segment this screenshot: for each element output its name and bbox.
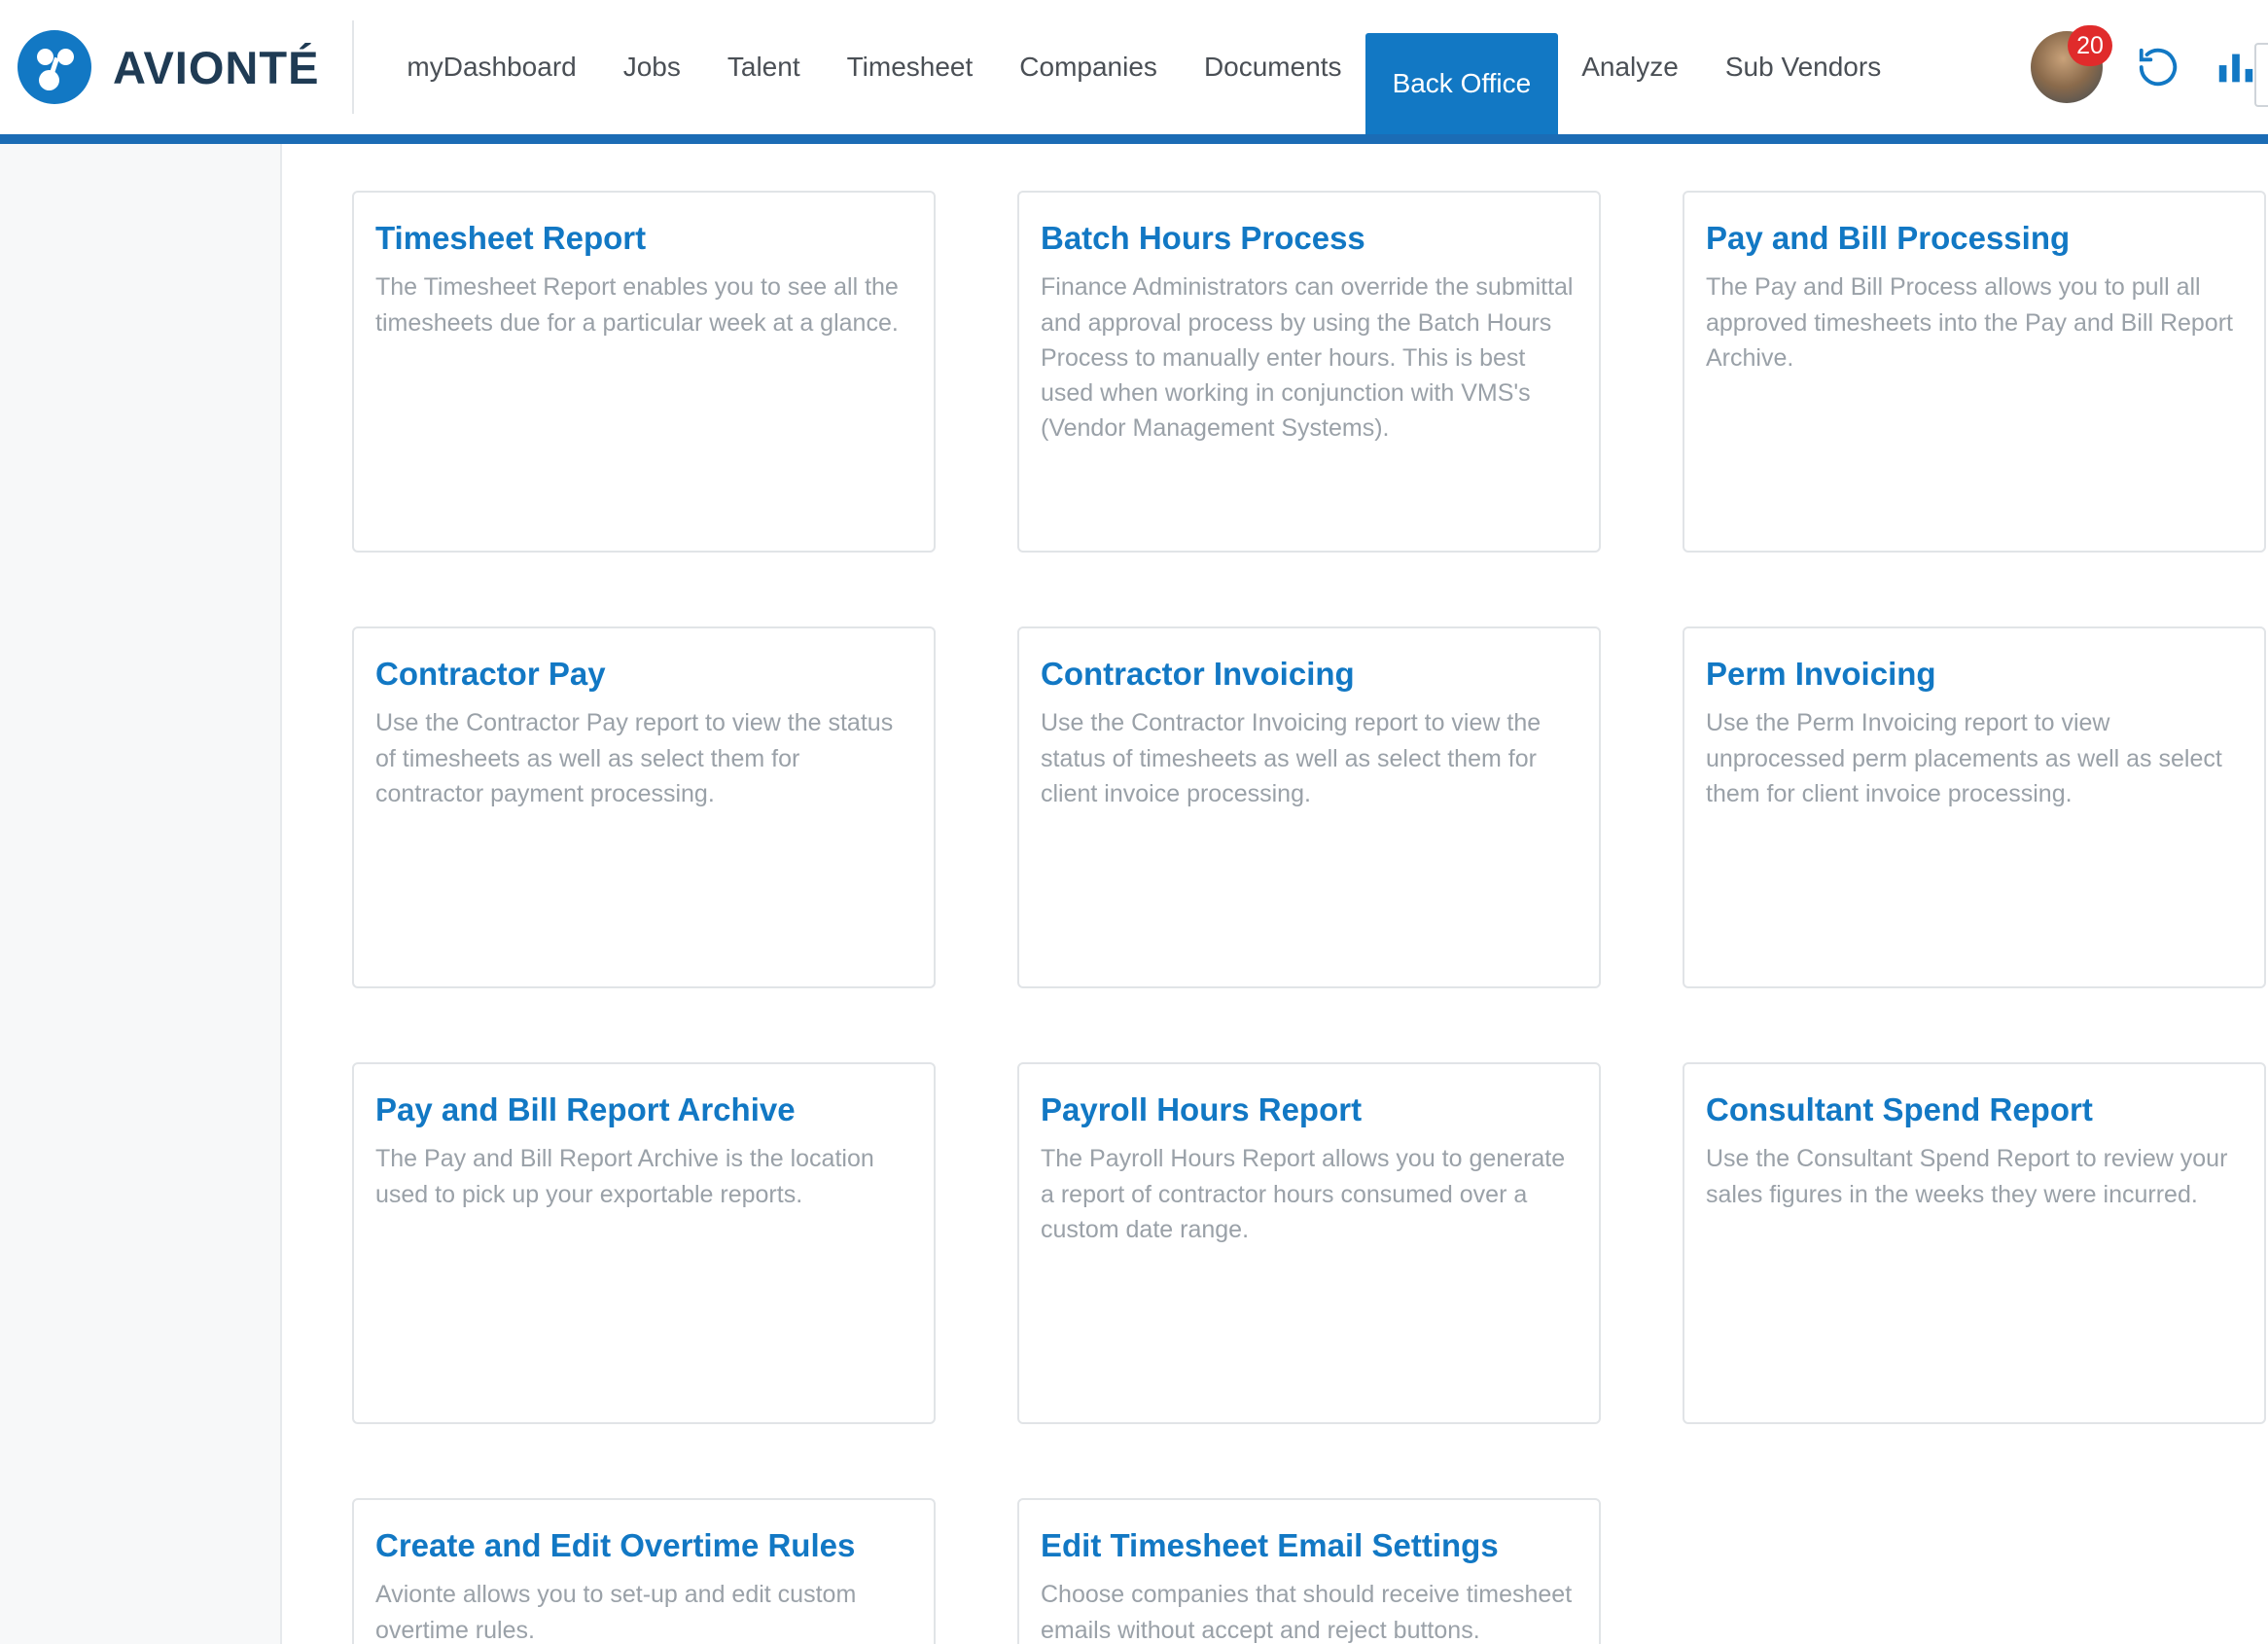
card-payroll-hours-report[interactable] [1017, 1062, 1601, 1424]
card-description: Choose companies that should receive timesheet emails without accept and reject buttons. [1041, 1581, 1573, 1644]
card-batch-hours-process[interactable] [1017, 191, 1601, 553]
card-description: The Pay and Bill Report Archive is the location used to pick up your exportable reports. [375, 1145, 874, 1208]
nav-item-talent[interactable]: Talent [726, 52, 800, 82]
card-title[interactable]: Edit Timesheet Email Settings [1041, 1527, 1499, 1563]
header-actions [2031, 31, 2268, 103]
card-description: Use the Contractor Invoicing report to view the status of timesheets as well as select them for client invoice processing. [1041, 709, 1542, 807]
card-description: The Payroll Hours Report allows you to generate a report of contractor hours consumed over a custom date range. [1041, 1145, 1566, 1243]
left-sidebar [0, 144, 282, 1644]
card-create-and-edit-overtime-rules[interactable] [352, 1498, 936, 1644]
card-description: The Timesheet Report enables you to see all the timesheets due for a particular week at a glance. [375, 273, 899, 337]
nav-item-sub-vendors[interactable]: Sub Vendors [1724, 52, 1882, 82]
brand-logo[interactable] [18, 0, 352, 134]
nav-item-timesheet[interactable]: Timesheet [846, 52, 974, 82]
refresh-icon[interactable] [2136, 45, 2180, 89]
bar-chart-icon[interactable] [2214, 45, 2258, 89]
header-bottom-rule [0, 134, 2268, 144]
card-perm-invoicing[interactable] [1683, 626, 2266, 988]
card-title[interactable]: Batch Hours Process [1041, 220, 1365, 256]
nav-item-companies[interactable]: Companies [1019, 52, 1157, 82]
card-contractor-pay[interactable] [352, 626, 936, 988]
card-title[interactable]: Perm Invoicing [1706, 656, 1936, 692]
brand-name: AVIONTÉ [113, 41, 320, 93]
card-contractor-invoicing[interactable] [1017, 626, 1601, 988]
card-description: Use the Contractor Pay report to view the status of timesheets as well as select them for contractor payment processing. [375, 709, 894, 807]
main-content [282, 144, 2268, 1644]
card-description: Use the Perm Invoicing report to view unprocessed perm placements as well as select them for client invoice processing. [1706, 709, 2222, 807]
card-grid [352, 191, 2268, 1644]
card-title[interactable]: Payroll Hours Report [1041, 1091, 1363, 1127]
card-pay-and-bill-processing[interactable] [1683, 191, 2266, 553]
card-title[interactable]: Create and Edit Overtime Rules [375, 1527, 856, 1563]
card-pay-and-bill-report-archive[interactable] [352, 1062, 936, 1424]
notification-badge[interactable]: 20 [2068, 25, 2112, 66]
card-title[interactable]: Consultant Spend Report [1706, 1091, 2093, 1127]
nav-item-documents[interactable]: Documents [1203, 52, 1342, 82]
nav-item-back-office[interactable]: Back Office [1365, 33, 1559, 134]
card-timesheet-report[interactable] [352, 191, 936, 553]
card-description: Finance Administrators can override the submittal and approval process by using the Batch Hours Process to manually enter hours. This is best used when working in conjunction with VMS's (Vendor Management Systems). [1041, 273, 1574, 443]
card-title[interactable]: Pay and Bill Processing [1706, 220, 2071, 256]
page-body [0, 144, 2268, 1644]
card-title[interactable]: Contractor Invoicing [1041, 656, 1355, 692]
card-consultant-spend-report[interactable] [1683, 1062, 2266, 1424]
nav-item-jobs[interactable]: Jobs [622, 52, 681, 82]
card-description: Use the Consultant Spend Report to review your sales figures in the weeks they were incurred. [1706, 1145, 2228, 1208]
avatar[interactable] [2031, 31, 2103, 103]
card-title[interactable]: Pay and Bill Report Archive [375, 1091, 796, 1127]
main-navigation [383, 0, 1904, 134]
card-edit-timesheet-email-settings[interactable] [1017, 1498, 1601, 1644]
card-title[interactable]: Timesheet Report [375, 220, 647, 256]
nav-item-analyze[interactable]: Analyze [1581, 52, 1679, 82]
header-divider [352, 20, 354, 114]
header-right-panel-edge [2254, 43, 2268, 107]
app-header [0, 0, 2268, 134]
card-description: Avionte allows you to set-up and edit custom overtime rules. [375, 1581, 857, 1644]
card-title[interactable]: Contractor Pay [375, 656, 606, 692]
card-description: The Pay and Bill Process allows you to pull all approved timesheets into the Pay and Bill Report Archive. [1706, 273, 2233, 372]
nav-item-mydashboard[interactable]: myDashboard [407, 52, 577, 82]
avionte-logo-icon [18, 30, 91, 104]
